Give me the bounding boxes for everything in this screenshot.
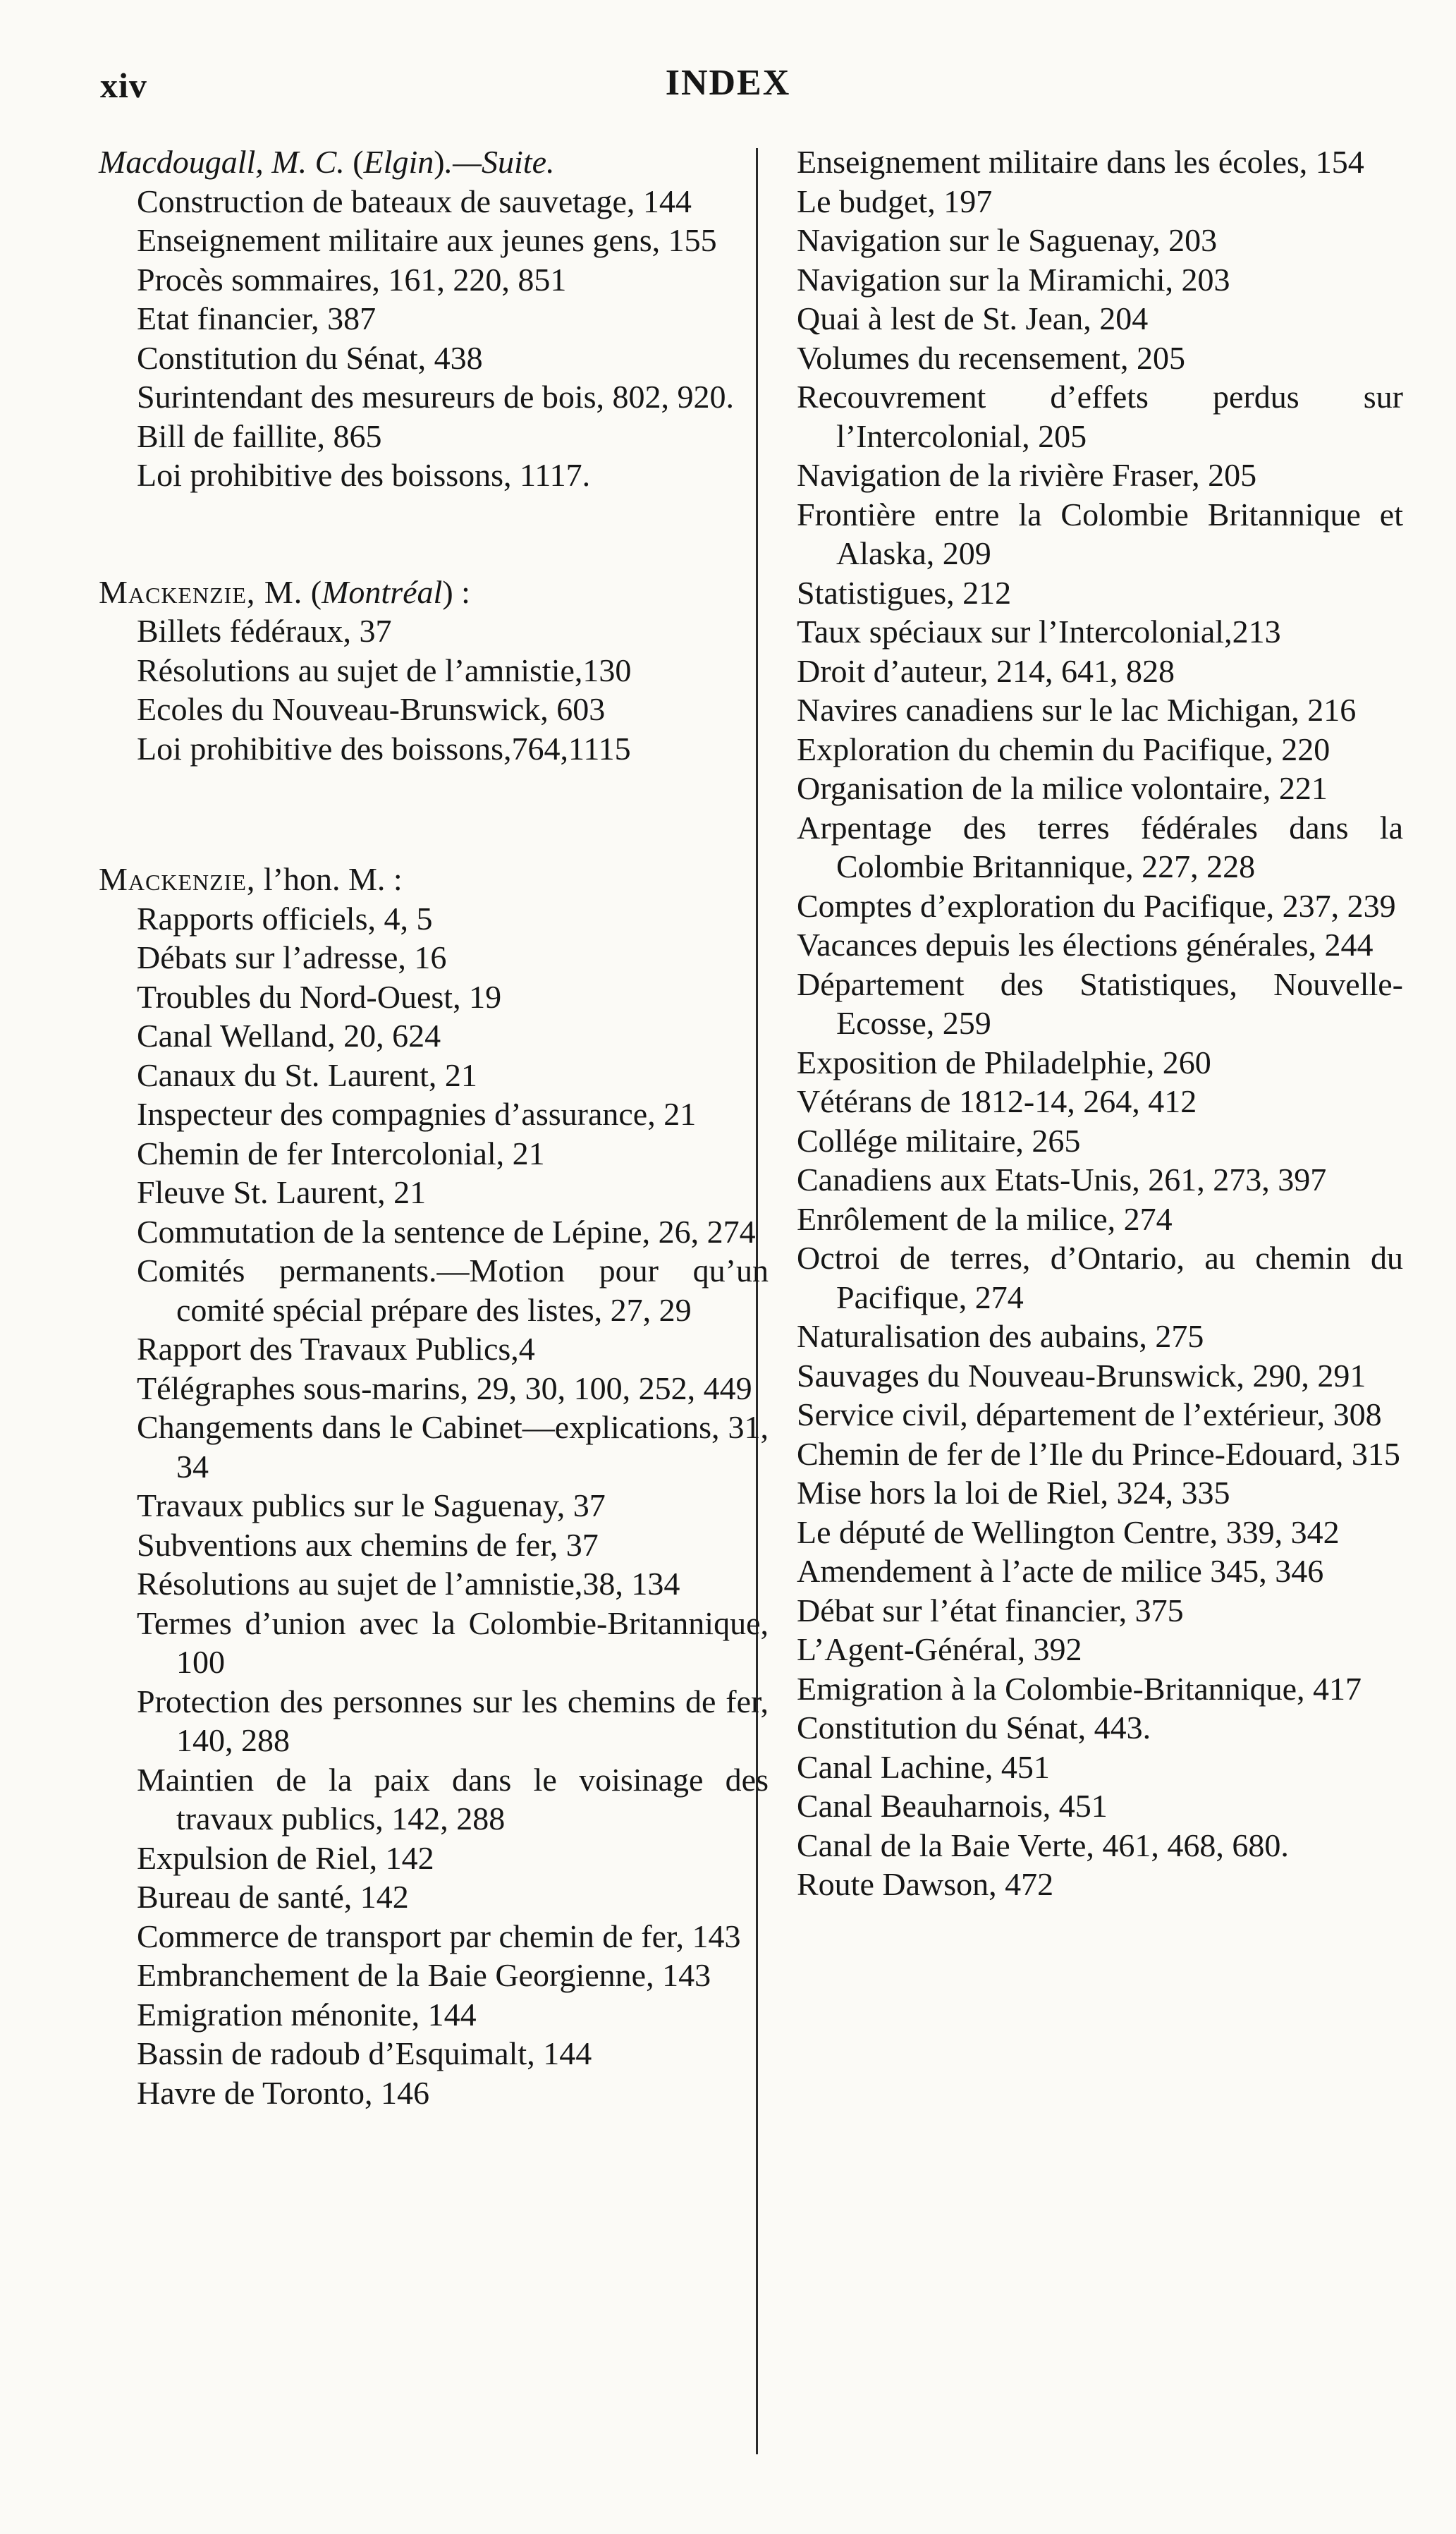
heading-place-wrap: (Montréal) xyxy=(310,573,453,610)
index-entry: Fleuve St. Laurent, 21 xyxy=(137,1174,427,1210)
index-entry: Inspecteur des compagnies d’assurance, 21 xyxy=(137,1096,697,1132)
index-entry: Commerce de transport par chemin de fer, 143 xyxy=(137,1918,741,1954)
index-entry: Bassin de radoub d’Esquimalt, 144 xyxy=(137,2035,592,2071)
index-entry: Résolutions au sujet de l’amnistie,130 xyxy=(137,652,632,688)
index-entry: Vétérans de 1812-14, 264, 412 xyxy=(797,1083,1197,1119)
index-entry: Taux spéciaux sur l’Intercolonial,213 xyxy=(797,614,1281,650)
heading-suffix: : xyxy=(461,573,470,610)
index-entry: Navigation sur la Miramichi, 203 xyxy=(797,261,1230,298)
index-entry: Constitution du Sénat, 438 xyxy=(137,339,483,376)
index-entry: Surintendant des mesureurs de bois, 802, 920. xyxy=(137,379,735,415)
index-heading-mackenzie-hon xyxy=(99,860,769,899)
index-entry: Troubles du Nord-Ouest, 19 xyxy=(137,978,502,1015)
index-entry: Résolutions au sujet de l’amnistie,38, 134 xyxy=(137,1566,680,1602)
index-entry: Route Dawson, 472 xyxy=(797,1866,1054,1902)
index-entry: Octroi de terres, d’Ontario, au chemin du Pacifique, 274 xyxy=(797,1240,1403,1315)
index-entry: Comptes d’exploration du Pacifique, 237, 239 xyxy=(797,887,1396,924)
index-entry: Quai à lest de St. Jean, 204 xyxy=(797,300,1149,336)
index-entry: Subventions aux chemins de fer, 37 xyxy=(137,1526,599,1563)
index-entry: Loi prohibitive des boissons,764,1115 xyxy=(137,730,631,767)
index-entry: Termes d’union avec la Colombie-Britannique, 100 xyxy=(137,1604,769,1680)
index-entry: Exposition de Philadelphie, 260 xyxy=(797,1044,1211,1080)
index-entry: Service civil, département de l’extérieur, 308 xyxy=(797,1396,1382,1432)
index-entry: Canal Welland, 20, 624 xyxy=(137,1018,441,1054)
index-entry: Recouvrement d’effets perdus sur l’Intercolonial, 205 xyxy=(797,379,1403,454)
index-entry: Rapport des Travaux Publics,4 xyxy=(137,1331,535,1367)
index-entry: Canal Lachine, 451 xyxy=(797,1748,1050,1785)
index-heading-mackenzie-montreal xyxy=(99,573,769,612)
index-entry: Etat financier, 387 xyxy=(137,300,377,336)
index-entry: Canaux du St. Laurent, 21 xyxy=(137,1056,477,1093)
heading-place-wrap: (Elgin) xyxy=(353,144,445,180)
heading-name: Mackenzie, xyxy=(99,861,256,897)
index-entry: Statistigues, 212 xyxy=(797,574,1012,611)
index-entry: Chemin de fer de l’Ile du Prince-Edouard, 315 xyxy=(797,1435,1400,1472)
index-entry: Enseignement militaire aux jeunes gens, 155 xyxy=(137,222,717,258)
index-entry: Le député de Wellington Centre, 339, 342 xyxy=(797,1513,1340,1550)
heading-name: Mackenzie, M. xyxy=(99,573,303,610)
index-entry: Bureau de santé, 142 xyxy=(137,1879,409,1915)
index-entry: Rapports officiels, 4, 5 xyxy=(137,900,433,937)
section-gap xyxy=(99,495,769,573)
index-entry: Emigration à la Colombie-Britannique, 417 xyxy=(797,1670,1362,1707)
index-entry: Changements dans le Cabinet—explications, 31, 34 xyxy=(137,1409,769,1485)
index-entry: Le budget, 197 xyxy=(797,183,993,219)
index-entry: Mise hors la loi de Riel, 324, 335 xyxy=(797,1475,1230,1511)
index-entry: Débat sur l’état financier, 375 xyxy=(797,1592,1184,1628)
index-entry: Frontière entre la Colombie Britannique et Alaska, 209 xyxy=(797,496,1403,571)
index-entry: Construction de bateaux de sauvetage, 144 xyxy=(137,183,692,219)
index-heading-macdougall xyxy=(99,142,769,182)
index-entry: Maintien de la paix dans le voisinage des travaux publics, 142, 288 xyxy=(137,1761,769,1836)
index-column-right xyxy=(797,142,1403,1904)
heading-place: Montréal xyxy=(322,573,443,610)
heading-suffix: l’hon. M. : xyxy=(263,861,403,897)
heading-suffix: .—Suite. xyxy=(444,144,555,180)
index-entry: Navigation sur le Saguenay, 203 xyxy=(797,222,1218,258)
index-entry: Travaux publics sur le Saguenay, 37 xyxy=(137,1487,606,1523)
section-gap xyxy=(99,768,769,860)
index-entry: Procès sommaires, 161, 220, 851 xyxy=(137,261,567,298)
index-entry: Organisation de la milice volontaire, 221 xyxy=(797,770,1328,806)
index-entry: Navires canadiens sur le lac Michigan, 216 xyxy=(797,692,1357,728)
index-entry: Ecoles du Nouveau-Brunswick, 603 xyxy=(137,691,606,727)
index-entry: Volumes du recensement, 205 xyxy=(797,339,1186,376)
index-entry: Embranchement de la Baie Georgienne, 143 xyxy=(137,1957,711,1993)
index-entry: Enseignement militaire dans les écoles, 154 xyxy=(797,144,1364,180)
index-entry: Loi prohibitive des boissons, 1117. xyxy=(137,457,591,493)
index-entry: Havre de Toronto, 146 xyxy=(137,2074,429,2111)
index-entry: Amendement à l’acte de milice 345, 346 xyxy=(797,1553,1324,1589)
heading-place: Elgin xyxy=(363,144,434,180)
index-entry: Canadiens aux Etats-Unis, 261, 273, 397 xyxy=(797,1162,1327,1198)
index-entry: Commutation de la sentence de Lépine, 26, 274 xyxy=(137,1213,756,1250)
index-entry: Expulsion de Riel, 142 xyxy=(137,1839,434,1876)
index-entry: Enrôlement de la milice, 274 xyxy=(797,1200,1173,1237)
index-entry: Droit d’auteur, 214, 641, 828 xyxy=(797,652,1175,689)
index-entry: Constitution du Sénat, 443. xyxy=(797,1710,1151,1746)
page-folio: xiv xyxy=(100,66,147,105)
heading-name: Macdougall, M. C. xyxy=(99,144,345,180)
index-entry: Collége militaire, 265 xyxy=(797,1122,1081,1159)
index-entry: Emigration ménonite, 144 xyxy=(137,1996,477,2033)
index-entry: Département des Statistiques, Nouvelle-Ecosse, 259 xyxy=(797,966,1403,1041)
index-column-left xyxy=(99,142,769,2112)
index-entry: Protection des personnes sur les chemins de fer, 140, 288 xyxy=(137,1683,769,1758)
index-entry: Arpentage des terres fédérales dans la Colombie Britannique, 227, 228 xyxy=(797,809,1403,884)
index-entry: Télégraphes sous-marins, 29, 30, 100, 252, 449 xyxy=(137,1370,752,1406)
index-entry: Sauvages du Nouveau-Brunswick, 290, 291 xyxy=(797,1357,1366,1394)
index-entry: Billets fédéraux, 37 xyxy=(137,613,392,649)
index-entry: Débats sur l’adresse, 16 xyxy=(137,939,447,975)
index-entry: Navigation de la rivière Fraser, 205 xyxy=(797,457,1257,493)
index-entry: Vacances depuis les élections générales, 244 xyxy=(797,927,1374,963)
index-entry: Exploration du chemin du Pacifique, 220 xyxy=(797,731,1330,767)
index-entry: Chemin de fer Intercolonial, 21 xyxy=(137,1135,545,1171)
index-entry: L’Agent-Général, 392 xyxy=(797,1631,1082,1667)
index-entry: Naturalisation des aubains, 275 xyxy=(797,1318,1204,1354)
index-entry: Bill de faillite, 865 xyxy=(137,418,382,454)
index-entry: Comités permanents.—Motion pour qu’un comité spécial prépare des listes, 27, 29 xyxy=(137,1253,769,1328)
index-entry: Canal Beauharnois, 451 xyxy=(797,1788,1108,1824)
running-title: INDEX xyxy=(665,63,791,103)
index-entry: Canal de la Baie Verte, 461, 468, 680. xyxy=(797,1827,1289,1863)
